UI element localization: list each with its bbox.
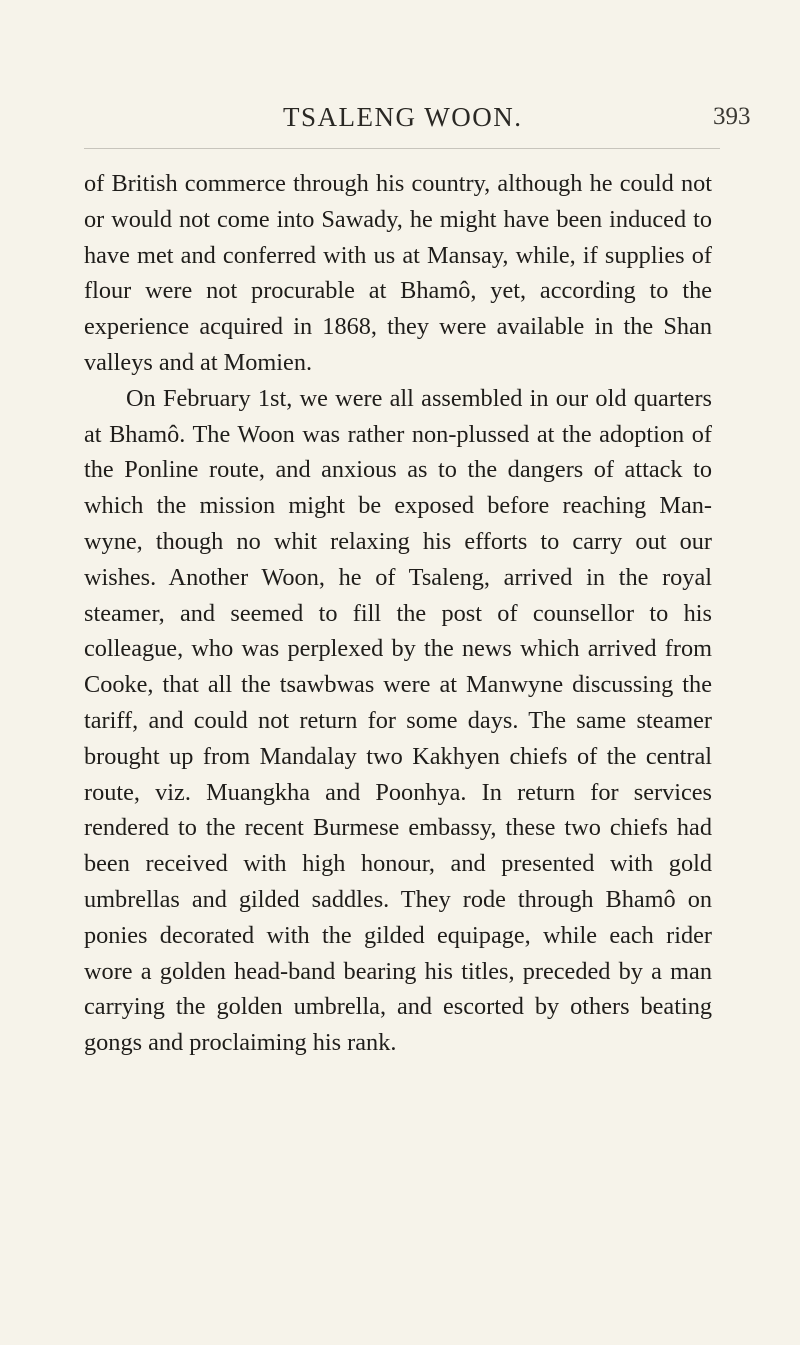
paragraph-continued: of British commerce through his country, although he could not or would not come into Sawady, he might have been induced to have met and conferred with us at Mansay, while, if supplies of flour were not procurable at Bhamô, yet, according to the experience acquired in 1868, they were available in the Shan valleys and at Momien. [84, 170, 712, 376]
page-number: 393 [713, 103, 751, 130]
running-head: TSALENG WOON. [283, 102, 523, 132]
body-text [84, 166, 712, 1061]
paragraph: On February 1st, we were all assembled in our old quarters at Bhamô. The Woon was rather non-plussed at the adoption of the Ponline route, and anxious as to the dangers of attack to which the mission might be exposed before reaching Man-wyne, though no whit relaxing his efforts to carry out our wishes. Another Woon, he of Tsaleng, arrived in the royal steamer, and seemed to fill the post of counsellor to his colleague, who was perplexed by the news which arrived from Cooke, that all the tsawbwas were at Manwyne discussing the tariff, and could not return for some days. The same steamer brought up from Mandalay two Kakhyen chiefs of the central route, viz. Muangkha and Poonhya. In return for services rendered to the recent Burmese embassy, these two chiefs had been received with high honour, and presented with gold umbrellas and gilded saddles. They rode through Bhamô on ponies decorated with the gilded equipage, while each rider wore a golden head-band bearing his titles, preceded by a man carrying the golden umbrella, and escorted by others beating gongs and proclaiming his rank. [84, 384, 712, 1057]
header-rule [84, 148, 720, 149]
page-header [0, 97, 800, 137]
